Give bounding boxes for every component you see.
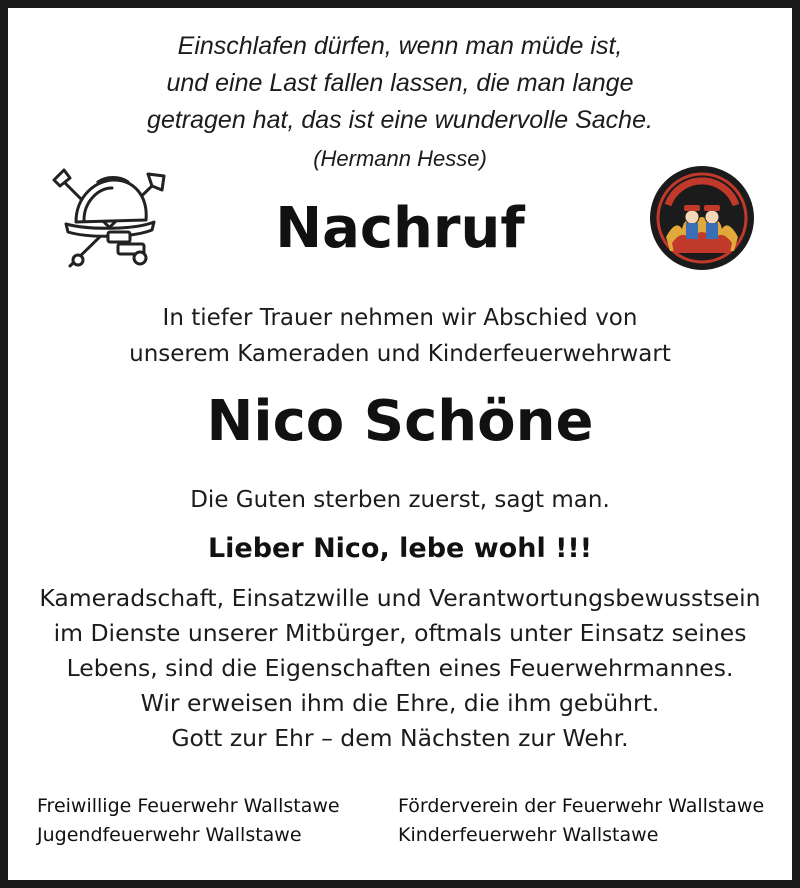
body-line: Kameradschaft, Einsatzwille und Verantwortungsbewusstsein <box>39 584 761 612</box>
saying: Die Guten sterben zuerst, sagt man. <box>190 487 610 513</box>
kinderfeuerwehr-badge-icon <box>646 163 758 273</box>
quote-line: und eine Last fallen lassen, die man lange <box>166 69 634 97</box>
quote-line: getragen hat, das ist eine wundervolle Sache. <box>147 106 653 134</box>
body-line: Wir erweisen ihm die Ehre, die ihm gebührt. <box>140 689 660 717</box>
quote-line: Einschlafen dürfen, wenn man müde ist, <box>177 32 623 60</box>
signature-line: Kinderfeuerwehr Wallstawe <box>398 824 659 846</box>
body-line: Lebens, sind die Eigenschaften eines Feuerwehrmannes. <box>66 654 734 682</box>
intro-text <box>0 300 800 372</box>
page-title: Nachruf <box>275 196 525 261</box>
deceased-name: Nico Schöne <box>206 389 594 454</box>
signature-left <box>37 792 340 850</box>
signature-line: Freiwillige Feuerwehr Wallstawe <box>37 795 340 817</box>
signature-line: Förderverein der Feuerwehr Wallstawe <box>398 795 765 817</box>
quote-author: (Hermann Hesse) <box>313 146 487 171</box>
signature-right <box>398 792 764 850</box>
signature-line: Jugendfeuerwehr Wallstawe <box>37 824 302 846</box>
intro-line: unserem Kameraden und Kinderfeuerwehrwart <box>129 341 671 367</box>
quote <box>0 28 800 139</box>
body-line: im Dienste unserer Mitbürger, oftmals unter Einsatz seines <box>53 619 747 647</box>
intro-line: In tiefer Trauer nehmen wir Abschied von <box>162 305 638 331</box>
body-line: Gott zur Ehr – dem Nächsten zur Wehr. <box>171 724 629 752</box>
body-text <box>0 581 800 756</box>
farewell: Lieber Nico, lebe wohl !!! <box>207 533 593 564</box>
